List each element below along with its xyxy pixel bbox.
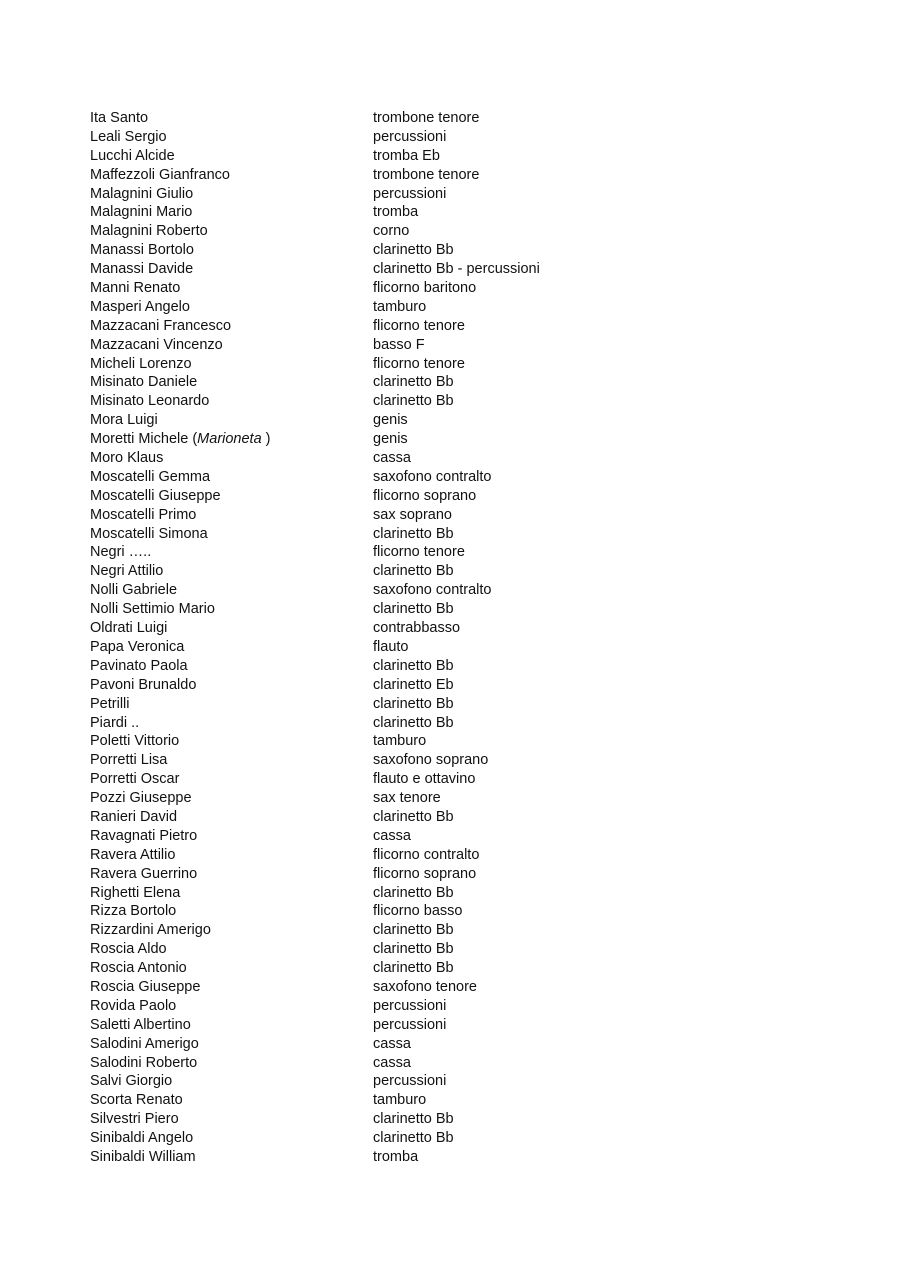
roster-row [90, 506, 850, 525]
member-name [90, 695, 129, 714]
roster-row [90, 676, 850, 695]
roster-row [90, 751, 850, 770]
member-name-text: Righetti Elena [90, 884, 181, 901]
roster-row [90, 392, 850, 411]
member-name [90, 525, 208, 544]
member-instrument: clarinetto Bb [373, 393, 454, 410]
member-name [90, 1129, 193, 1148]
roster-row [90, 1129, 850, 1148]
roster-row [90, 1072, 850, 1091]
member-name-text: Oldrati Luigi [90, 620, 168, 637]
member-name [90, 619, 167, 638]
member-name-text: Ravagnati Pietro [90, 827, 198, 844]
member-name [90, 203, 192, 222]
member-instrument: flicorno baritono [373, 280, 477, 297]
roster-row [90, 638, 850, 657]
member-name-text: Pozzi Giuseppe [90, 790, 192, 807]
member-name [90, 222, 208, 241]
member-name [90, 298, 190, 317]
member-name-text: Porretti Oscar [90, 771, 180, 788]
roster-row [90, 657, 850, 676]
member-name [90, 430, 271, 449]
member-instrument: corno [373, 223, 410, 240]
member-instrument: saxofono tenore [373, 978, 477, 995]
member-name [90, 846, 175, 865]
member-name-text: Porretti Lisa [90, 752, 168, 769]
member-name [90, 676, 196, 695]
member-instrument: tromba Eb [373, 147, 440, 164]
member-instrument: flicorno tenore [373, 355, 465, 372]
member-instrument: tamburo [373, 298, 427, 315]
roster-row [90, 562, 850, 581]
member-name [90, 411, 158, 430]
member-name [90, 600, 215, 619]
member-name-text: Nolli Settimio Mario [90, 601, 215, 618]
roster-row [90, 695, 850, 714]
roster-row [90, 317, 850, 336]
member-name [90, 147, 175, 166]
member-name-text: Rizzardini Amerigo [90, 922, 211, 939]
member-name-text: Rizza Bortolo [90, 903, 177, 920]
member-instrument: flicorno tenore [373, 317, 465, 334]
roster-row [90, 808, 850, 827]
member-name [90, 241, 194, 260]
roster-row [90, 468, 850, 487]
member-instrument: cassa [373, 1054, 411, 1071]
roster-row [90, 430, 850, 449]
member-name-text: Ravera Attilio [90, 846, 176, 863]
member-name-text: Salvi Giorgio [90, 1073, 173, 1090]
member-instrument: clarinetto Bb [373, 601, 454, 618]
roster-row [90, 222, 850, 241]
member-instrument: flicorno soprano [373, 865, 477, 882]
member-name-text: Saletti Albertino [90, 1016, 191, 1033]
member-instrument: clarinetto Bb [373, 808, 454, 825]
member-name [90, 1091, 183, 1110]
member-name [90, 355, 192, 374]
roster-row [90, 884, 850, 903]
member-name [90, 562, 163, 581]
member-instrument: genis [373, 431, 408, 448]
member-name [90, 940, 167, 959]
member-instrument: sax tenore [373, 790, 441, 807]
member-name-text: Papa Veronica [90, 638, 185, 655]
member-instrument: saxofono contralto [373, 468, 492, 485]
roster-row [90, 827, 850, 846]
roster-row [90, 1110, 850, 1129]
member-instrument: cassa [373, 450, 411, 467]
member-name [90, 166, 230, 185]
roster-row [90, 128, 850, 147]
roster-row [90, 166, 850, 185]
roster-row [90, 203, 850, 222]
member-instrument: sax soprano [373, 506, 452, 523]
member-name-text: Malagnini Giulio [90, 185, 194, 202]
roster-row [90, 1054, 850, 1073]
member-name [90, 1054, 197, 1073]
roster-row [90, 260, 850, 279]
roster-row [90, 619, 850, 638]
member-name [90, 865, 197, 884]
roster-row [90, 1016, 850, 1035]
member-instrument: clarinetto Bb [373, 941, 454, 958]
roster-row [90, 241, 850, 260]
member-instrument: saxofono contralto [373, 582, 492, 599]
roster-row [90, 846, 850, 865]
member-instrument: flicorno tenore [373, 544, 465, 561]
roster-row [90, 487, 850, 506]
member-instrument: flicorno basso [373, 903, 463, 920]
member-instrument: clarinetto Eb [373, 676, 454, 693]
member-name [90, 1110, 179, 1129]
member-instrument: percussioni [373, 1016, 447, 1033]
member-instrument: basso F [373, 336, 425, 353]
member-instrument: saxofono soprano [373, 752, 489, 769]
member-instrument: contrabbasso [373, 620, 461, 637]
roster-row [90, 997, 850, 1016]
member-name [90, 751, 167, 770]
member-name [90, 543, 151, 562]
member-name-text: Manassi Bortolo [90, 242, 194, 259]
member-instrument: clarinetto Bb - percussioni [373, 261, 540, 278]
roster-row [90, 449, 850, 468]
member-name-text: Manni Renato [90, 280, 181, 297]
roster-row [90, 732, 850, 751]
member-name [90, 884, 180, 903]
member-name [90, 260, 193, 279]
member-name-text: Salodini Roberto [90, 1054, 198, 1071]
roster-row [90, 298, 850, 317]
member-name [90, 1072, 172, 1091]
member-name-text: Malagnini Roberto [90, 223, 208, 240]
member-name-text: Roscia Giuseppe [90, 978, 201, 995]
member-name-suffix: ) [261, 431, 271, 448]
member-instrument: flicorno contralto [373, 846, 480, 863]
member-name-text: Poletti Vittorio [90, 733, 180, 750]
member-instrument: clarinetto Bb [373, 1130, 454, 1147]
member-instrument: tamburo [373, 1092, 427, 1109]
member-name-text: Moscatelli Giuseppe [90, 487, 221, 504]
member-name-text: Micheli Lorenzo [90, 355, 192, 372]
member-instrument: cassa [373, 1035, 411, 1052]
member-name-text: Negri Attilio [90, 563, 164, 580]
member-instrument: tamburo [373, 733, 427, 750]
member-instrument: trombone tenore [373, 110, 480, 126]
member-name [90, 373, 197, 392]
member-name-text: Lucchi Alcide [90, 147, 175, 164]
roster-row [90, 411, 850, 430]
member-name [90, 279, 180, 298]
member-name [90, 808, 177, 827]
member-instrument: percussioni [373, 1073, 447, 1090]
member-nickname: Marioneta [197, 431, 262, 448]
member-instrument: clarinetto Bb [373, 242, 454, 259]
member-name [90, 714, 139, 733]
member-name-text: Pavinato Paola [90, 657, 188, 674]
member-instrument: cassa [373, 827, 411, 844]
member-name [90, 770, 179, 789]
member-name-text: Masperi Angelo [90, 298, 190, 315]
roster-row [90, 770, 850, 789]
member-name [90, 506, 196, 525]
roster-row [90, 355, 850, 374]
member-name [90, 978, 200, 997]
member-name [90, 921, 211, 940]
roster-row [90, 525, 850, 544]
member-name-text: Moro Klaus [90, 450, 164, 467]
roster-row [90, 147, 850, 166]
member-name-text: Ranieri David [90, 808, 178, 825]
member-name [90, 997, 176, 1016]
member-name [90, 827, 197, 846]
roster-row [90, 714, 850, 733]
roster-row [90, 336, 850, 355]
roster-row [90, 373, 850, 392]
member-name-text: Leali Sergio [90, 128, 167, 145]
roster-row [90, 109, 850, 128]
member-name [90, 959, 187, 978]
member-name-text: Mazzacani Francesco [90, 317, 232, 334]
member-name-text: Pavoni Brunaldo [90, 676, 197, 693]
member-name [90, 1035, 199, 1054]
member-instrument: clarinetto Bb [373, 884, 454, 901]
member-name [90, 1016, 191, 1035]
member-name-text: Rovida Paolo [90, 997, 177, 1014]
member-name-text: Misinato Daniele [90, 374, 198, 391]
member-name-text: Sinibaldi William [90, 1148, 196, 1165]
member-name [90, 732, 179, 751]
member-instrument: percussioni [373, 128, 447, 145]
roster-row [90, 940, 850, 959]
roster-row [90, 978, 850, 997]
roster-row [90, 581, 850, 600]
member-name-text: Piardi .. [90, 714, 140, 731]
member-instrument: clarinetto Bb [373, 960, 454, 977]
member-instrument: clarinetto Bb [373, 714, 454, 731]
member-name-text: Mazzacani Vincenzo [90, 336, 223, 353]
member-name-text: Malagnini Mario [90, 204, 193, 221]
member-name-text: Petrilli [90, 695, 130, 712]
member-name [90, 468, 210, 487]
member-name-text: Moscatelli Simona [90, 525, 208, 542]
roster-row [90, 902, 850, 921]
member-name [90, 487, 221, 506]
member-name [90, 128, 167, 147]
member-name [90, 185, 193, 204]
member-name-text: Manassi Davide [90, 261, 194, 278]
member-name-text: Roscia Antonio [90, 960, 187, 977]
member-name [90, 392, 209, 411]
member-instrument: percussioni [373, 185, 447, 202]
member-instrument: flauto e ottavino [373, 771, 476, 788]
member-instrument: clarinetto Bb [373, 695, 454, 712]
member-name-text: Negri ….. [90, 544, 152, 561]
member-instrument: trombone tenore [373, 166, 480, 183]
member-instrument: clarinetto Bb [373, 525, 454, 542]
member-name-text: Maffezzoli Gianfranco [90, 166, 230, 183]
roster-row [90, 959, 850, 978]
member-name [90, 336, 223, 355]
member-instrument: clarinetto Bb [373, 374, 454, 391]
member-name-text: Moscatelli Gemma [90, 468, 211, 485]
member-name-text: Silvestri Piero [90, 1111, 179, 1128]
member-name [90, 581, 177, 600]
member-name [90, 902, 176, 921]
member-name [90, 317, 231, 336]
member-instrument: clarinetto Bb [373, 657, 454, 674]
member-name-text: Moscatelli Primo [90, 506, 197, 523]
member-instrument: clarinetto Bb [373, 1111, 454, 1128]
member-name-text: Sinibaldi Angelo [90, 1130, 194, 1147]
roster-row [90, 185, 850, 204]
member-name-text: Ravera Guerrino [90, 865, 198, 882]
member-instrument: clarinetto Bb [373, 563, 454, 580]
member-name-text: Mora Luigi [90, 412, 158, 429]
roster-row [90, 1148, 850, 1167]
roster-row [90, 865, 850, 884]
member-instrument: tromba [373, 1148, 419, 1165]
member-name [90, 1148, 196, 1167]
member-name-text: Misinato Leonardo [90, 393, 210, 410]
member-instrument: genis [373, 412, 408, 429]
roster-row [90, 1035, 850, 1054]
roster-row [90, 921, 850, 940]
member-name [90, 449, 163, 468]
member-name-text: Roscia Aldo [90, 941, 167, 958]
roster-row [90, 1091, 850, 1110]
member-instrument: flicorno soprano [373, 487, 477, 504]
member-instrument: flauto [373, 638, 409, 655]
member-name-text: Moretti Michele ( [90, 431, 198, 448]
member-name [90, 657, 188, 676]
member-name-text: Scorta Renato [90, 1092, 183, 1109]
member-instrument: clarinetto Bb [373, 922, 454, 939]
roster-row [90, 789, 850, 808]
member-name-text: Ita Santo [90, 110, 149, 126]
member-roster [90, 109, 850, 1167]
roster-row [90, 600, 850, 619]
roster-row [90, 543, 850, 562]
member-instrument: tromba [373, 204, 419, 221]
roster-row [90, 279, 850, 298]
member-name [90, 638, 184, 657]
member-name-text: Nolli Gabriele [90, 582, 178, 599]
member-instrument: percussioni [373, 997, 447, 1014]
member-name [90, 109, 148, 128]
member-name-text: Salodini Amerigo [90, 1035, 199, 1052]
member-name [90, 789, 192, 808]
